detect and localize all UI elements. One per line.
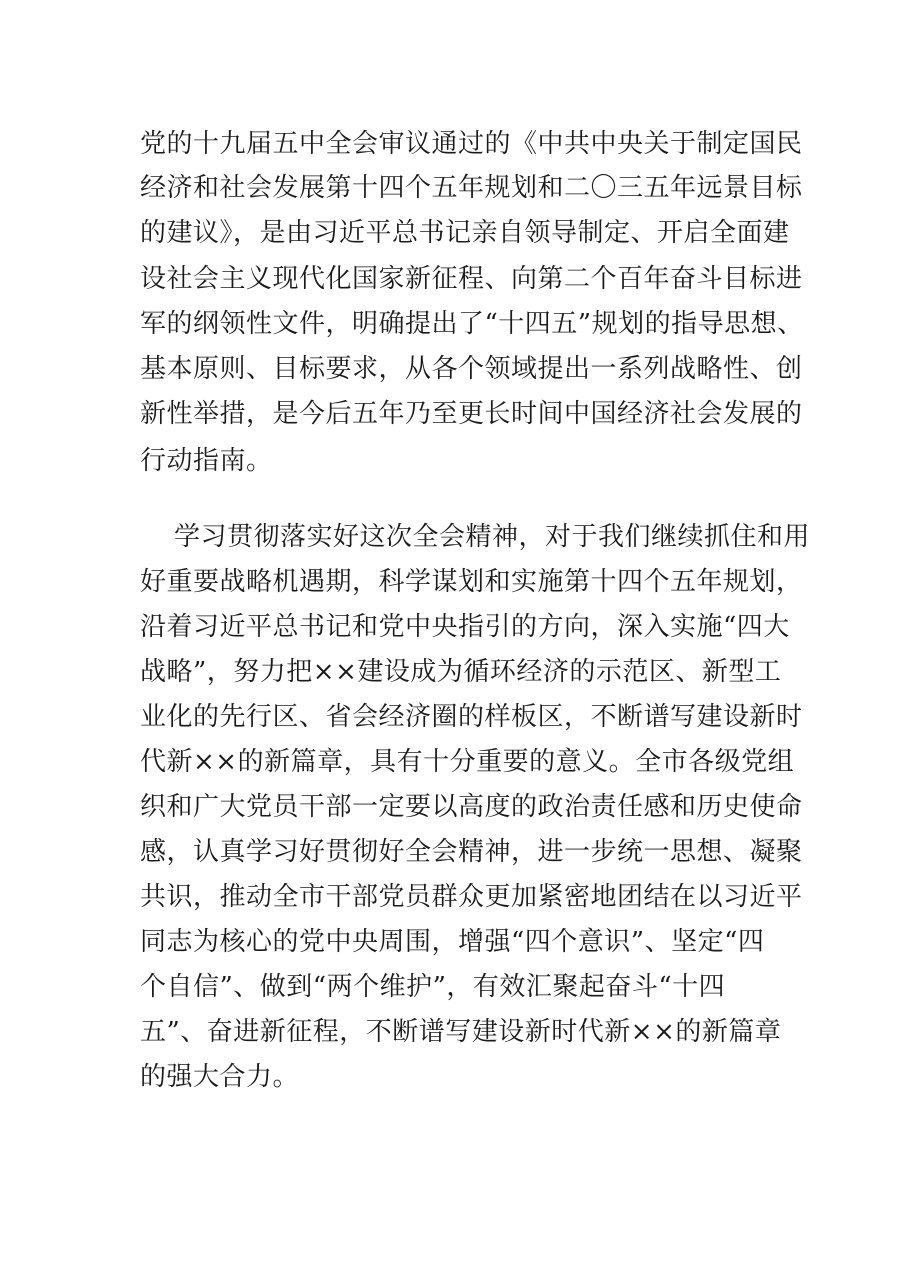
text-line: 战略”，努力把××建设成为循环经济的示范区、新型工 xyxy=(140,657,782,687)
text-line: 个自信”、做到“两个维护”，有效汇聚起奋斗“十四 xyxy=(140,972,726,1002)
text-line: 好重要战略机遇期，科学谋划和实施第十四个五年规划， xyxy=(140,567,803,597)
text-line: 行动指南。 xyxy=(140,446,273,476)
text-line: 新性举措，是今后五年乃至更长时间中国经济社会发展的 xyxy=(140,399,803,429)
text-line: 基本原则、目标要求，从各个领域提出一系列战略性、创 xyxy=(140,354,803,384)
text-line: 代新××的新篇章，具有十分重要的意义。全市各级党组 xyxy=(140,747,795,777)
text-line: 设社会主义现代化国家新征程、向第二个百年奋斗目标进 xyxy=(140,264,803,294)
text-line: 经济和社会发展第十四个五年规划和二〇三五年远景目标 xyxy=(140,173,803,203)
text-line: 的建议》，是由习近平总书记亲自领导制定、开启全面建 xyxy=(140,218,790,248)
text-line: 同志为核心的党中央周围，增强“四个意识”、坚定“四 xyxy=(140,927,765,957)
text-line: 党的十九届五中全会审议通过的《中共中央关于制定国民 xyxy=(140,129,803,159)
text-line: 学习贯彻落实好这次全会精神，对于我们继续抓住和用 xyxy=(174,522,811,552)
text-line: 五”、奋进新征程，不断谱写建设新时代新××的新篇章 xyxy=(140,1017,782,1047)
text-line: 沿着习近平总书记和党中央指引的方向，深入实施“四大 xyxy=(140,612,790,642)
text-line: 军的纲领性文件，明确提出了“十四五”规划的指导思想、 xyxy=(140,309,804,339)
text-line: 业化的先行区、省会经济圈的样板区，不断谱写建设新时 xyxy=(140,702,803,732)
text-line: 的强大合力。 xyxy=(140,1062,300,1092)
text-line: 织和广大党员干部一定要以高度的政治责任感和历史使命 xyxy=(140,792,803,822)
text-line: 共识，推动全市干部党员群众更加紧密地团结在以习近平 xyxy=(140,882,803,912)
text-line: 感，认真学习好贯彻好全会精神，进一步统一思想、凝聚 xyxy=(140,837,803,867)
